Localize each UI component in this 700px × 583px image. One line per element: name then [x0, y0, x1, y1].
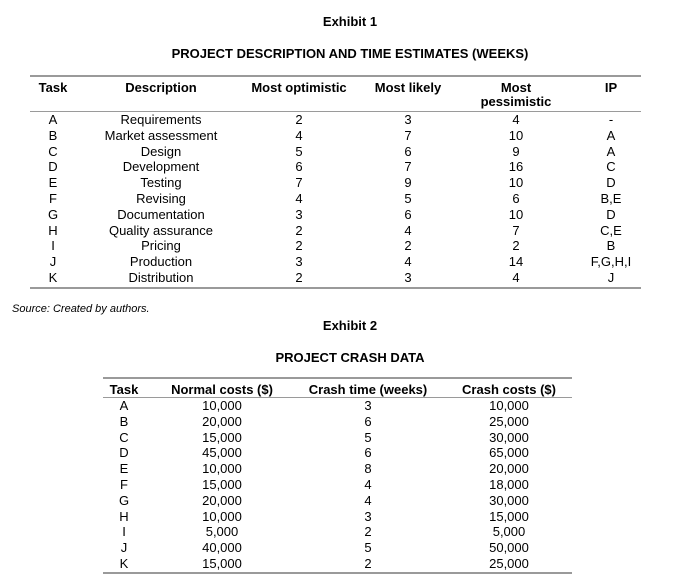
exhibit1-optimistic-cell: 2 — [295, 238, 303, 254]
exhibit2-normal-cell: 15,000 — [202, 556, 242, 571]
exhibit2-normal-cell: 10,000 — [202, 398, 242, 413]
exhibit1-likely-cell: 6 — [404, 143, 412, 159]
exhibit1-description-cell: Development — [122, 159, 200, 175]
exhibit1-likely-cell: 4 — [404, 222, 412, 238]
exhibit2-normal-cell: 20,000 — [202, 413, 242, 429]
exhibit1-ip-cell: A — [606, 127, 616, 143]
exhibit2-normal-cell: 10,000 — [202, 461, 242, 477]
exhibit2-crash_costs-cell: 20,000 — [489, 461, 529, 477]
exhibit1-optimistic-cell: 3 — [295, 206, 303, 222]
exhibit1-pessimistic-cell: 10 — [508, 206, 524, 222]
exhibit1-optimistic-cell: 5 — [295, 143, 303, 159]
exhibit1-description-cell: Distribution — [128, 270, 194, 285]
exhibit1-description-cell: Design — [140, 143, 182, 159]
exhibit1-description-cell: Documentation — [117, 206, 205, 222]
exhibit1-description-cell: Revising — [136, 191, 186, 206]
exhibit1-optimistic-cell: 2 — [295, 270, 303, 285]
exhibit2-crash_costs-cell: 5,000 — [492, 524, 526, 540]
exhibit1-likely-cell: 3 — [404, 112, 412, 127]
exhibit1-pessimistic-cell: 10 — [508, 175, 524, 191]
exhibit2-crash_time-cell: 8 — [364, 461, 372, 477]
exhibit2-crash_time-cell: 2 — [364, 524, 372, 540]
exhibit1-pessimistic-cell: 2 — [512, 238, 520, 254]
exhibit1-task-cell: I — [51, 238, 55, 254]
exhibit1-description-cell: Pricing — [141, 238, 181, 254]
exhibit1-task-cell: A — [48, 112, 58, 127]
exhibit1-likely-cell: 7 — [404, 127, 412, 143]
exhibit1-pessimistic-cell: 4 — [512, 270, 520, 285]
exhibit1-ip-cell: A — [606, 143, 616, 159]
exhibit1-top-rule — [30, 75, 641, 77]
exhibit2-crash_costs-cell: 18,000 — [489, 477, 529, 492]
exhibit2-task-cell: D — [119, 445, 129, 461]
exhibit1-optimistic-cell: 2 — [295, 222, 303, 238]
exhibit2-task-cell: F — [120, 477, 128, 492]
exhibit1-likely-cell: 9 — [404, 175, 412, 191]
exhibit1-optimistic-cell: 3 — [295, 254, 303, 270]
exhibit2-task-cell: E — [119, 461, 129, 477]
exhibit1-pessimistic-cell: 16 — [508, 159, 524, 175]
exhibit2-task-cell: A — [119, 398, 129, 413]
exhibit2-crash_time-cell: 3 — [364, 398, 372, 413]
exhibit1-header-pessimistic: Most pessimistic — [480, 80, 552, 109]
exhibit2-crash_costs-cell: 30,000 — [489, 429, 529, 445]
exhibit1-task-cell: K — [48, 270, 58, 285]
exhibit1-header-optimistic: Most optimistic — [251, 80, 347, 95]
exhibit1-optimistic-cell: 4 — [295, 127, 303, 143]
exhibit1-ip-cell: J — [607, 270, 615, 285]
exhibit1-description-cell: Production — [129, 254, 193, 270]
exhibit1-title: PROJECT DESCRIPTION AND TIME ESTIMATES (WEEKS) — [171, 46, 529, 61]
exhibit1-task-cell: E — [48, 175, 58, 191]
exhibit1-ip-cell: B,E — [600, 191, 622, 206]
exhibit2-crash_costs-cell: 65,000 — [489, 445, 529, 461]
exhibit1-ip-cell: - — [608, 112, 614, 127]
exhibit2-normal-cell: 5,000 — [205, 524, 239, 540]
exhibit1-pessimistic-cell: 10 — [508, 127, 524, 143]
exhibit2-crash_costs-cell: 30,000 — [489, 492, 529, 508]
exhibit1-header-likely: Most likely — [374, 80, 442, 95]
exhibit2-crash_time-cell: 3 — [364, 508, 372, 524]
exhibit1-description-cell: Quality assurance — [108, 222, 214, 238]
exhibit2-crash_costs-cell: 25,000 — [489, 556, 529, 571]
exhibit2-crash_time-cell: 5 — [364, 429, 372, 445]
exhibit1-pessimistic-cell: 6 — [512, 191, 520, 206]
exhibit2-crash_costs-cell: 15,000 — [489, 508, 529, 524]
exhibit1-task-cell: B — [48, 127, 58, 143]
exhibit1-optimistic-cell: 4 — [295, 191, 303, 206]
exhibit2-normal-cell: 10,000 — [202, 508, 242, 524]
exhibit2-task-cell: B — [119, 413, 129, 429]
exhibit2-normal-cell: 45,000 — [202, 445, 242, 461]
exhibit2-crash_costs-cell: 10,000 — [489, 398, 529, 413]
exhibit2-header-task: Task — [109, 382, 139, 397]
exhibit1-task-cell: H — [48, 222, 58, 238]
exhibit1-ip-cell: D — [606, 175, 616, 191]
exhibit1-task-cell: F — [49, 191, 57, 206]
exhibit1-ip-cell: D — [606, 206, 616, 222]
exhibit2-crash_time-cell: 2 — [364, 556, 372, 571]
exhibit1-task-cell: C — [48, 143, 58, 159]
exhibit1-optimistic-cell: 2 — [295, 112, 303, 127]
exhibit2-crash_time-cell: 6 — [364, 445, 372, 461]
exhibit1-label: Exhibit 1 — [322, 14, 378, 29]
exhibit1-optimistic-cell: 6 — [295, 159, 303, 175]
exhibit2-crash_time-cell: 5 — [364, 540, 372, 556]
exhibit1-likely-cell: 5 — [404, 191, 412, 206]
exhibit2-task-cell: K — [119, 556, 129, 571]
exhibit1-pessimistic-cell: 4 — [512, 112, 520, 127]
exhibit1-task-cell: J — [49, 254, 57, 270]
exhibit1-header-ip: IP — [604, 80, 618, 95]
exhibit2-header-crash-time: Crash time (weeks) — [308, 382, 428, 397]
exhibit1-pessimistic-cell: 14 — [508, 254, 524, 270]
exhibit2-header-crash-costs: Crash costs ($) — [462, 382, 556, 397]
exhibit1-ip-cell: F,G,H,I — [590, 254, 632, 270]
exhibit1-likely-cell: 7 — [404, 159, 412, 175]
exhibit2-crash_costs-cell: 25,000 — [489, 413, 529, 429]
exhibit2-title: PROJECT CRASH DATA — [275, 350, 425, 365]
exhibit1-task-cell: D — [48, 159, 58, 175]
exhibit2-normal-cell: 40,000 — [202, 540, 242, 556]
exhibit1-ip-cell: C — [606, 159, 616, 175]
exhibit1-bottom-rule — [30, 287, 641, 289]
exhibit2-crash_time-cell: 4 — [364, 492, 372, 508]
exhibit1-ip-cell: B — [606, 238, 616, 254]
exhibit1-description-cell: Testing — [140, 175, 182, 191]
exhibit2-crash_time-cell: 4 — [364, 477, 372, 492]
exhibit1-source-note: Source: Created by authors. — [12, 303, 150, 315]
exhibit2-normal-cell: 15,000 — [202, 429, 242, 445]
exhibit1-likely-cell: 3 — [404, 270, 412, 285]
exhibit1-description-cell: Requirements — [120, 112, 202, 127]
exhibit1-task-cell: G — [47, 206, 59, 222]
exhibit2-top-rule — [103, 377, 572, 379]
exhibit1-description-cell: Market assessment — [104, 127, 218, 143]
exhibit1-pessimistic-cell: 7 — [512, 222, 520, 238]
exhibit2-normal-cell: 20,000 — [202, 492, 242, 508]
exhibit1-likely-cell: 4 — [404, 254, 412, 270]
exhibit1-likely-cell: 6 — [404, 206, 412, 222]
exhibit1-header-description: Description — [125, 80, 197, 95]
exhibit2-normal-cell: 15,000 — [202, 477, 242, 492]
exhibit2-task-cell: C — [119, 429, 129, 445]
exhibit1-likely-cell: 2 — [404, 238, 412, 254]
exhibit1-ip-cell: C,E — [600, 222, 622, 238]
exhibit1-header-task: Task — [38, 80, 68, 95]
exhibit1-pessimistic-cell: 9 — [512, 143, 520, 159]
exhibit2-crash_time-cell: 6 — [364, 413, 372, 429]
exhibit2-task-cell: J — [120, 540, 128, 556]
exhibit2-task-cell: H — [119, 508, 129, 524]
exhibit2-label: Exhibit 2 — [322, 318, 378, 333]
exhibit2-task-cell: I — [122, 524, 126, 540]
exhibit2-crash_costs-cell: 50,000 — [489, 540, 529, 556]
exhibit1-optimistic-cell: 7 — [295, 175, 303, 191]
exhibit2-bottom-rule — [103, 572, 572, 574]
exhibit2-task-cell: G — [118, 492, 130, 508]
exhibit2-header-normal: Normal costs ($) — [171, 382, 273, 397]
